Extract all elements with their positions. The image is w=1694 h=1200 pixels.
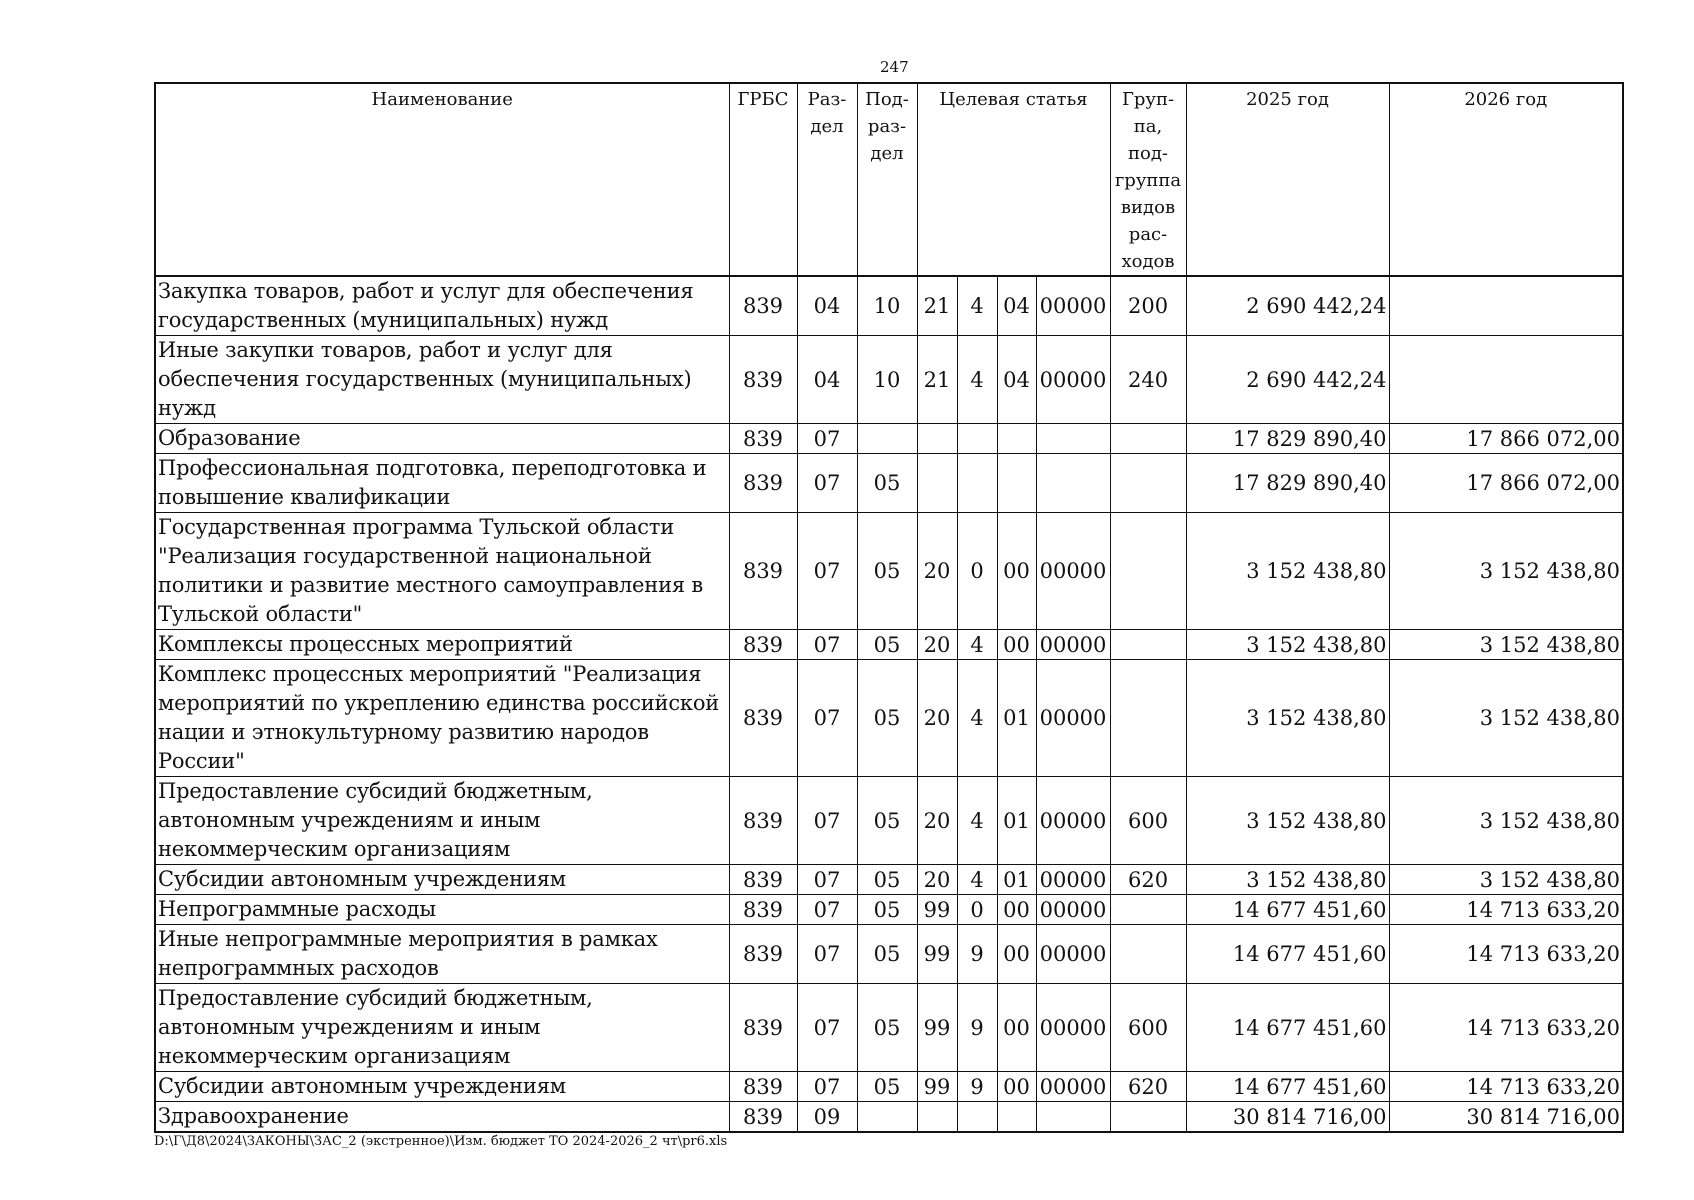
table-row [155,424,1623,454]
cell-target-type [957,424,997,454]
cell-podrazdel: 05 [857,660,917,777]
cell-podrazdel: 05 [857,984,917,1072]
cell-target-type: 4 [957,660,997,777]
cell-razdel: 07 [797,660,857,777]
cell-target-subprogram: 00 [997,1072,1036,1102]
cell-target-subprogram: 00 [997,513,1036,630]
cell-target-program: 20 [917,660,957,777]
cell-grbs: 839 [729,513,797,630]
cell-amount-2025: 14 677 451,60 [1186,1072,1389,1102]
cell-grbs: 839 [729,984,797,1072]
row-name: Комплекс процессных мероприятий "Реализация мероприятий по укреплению единства российской нации и этнокультурному развитию народов России" [155,660,729,777]
cell-grbs: 839 [729,925,797,984]
row-name: Здравоохранение [155,1102,729,1133]
footer-file-path: D:\Г\Д8\2024\ЗАКОНЫ\ЗАС_2 (экстренное)\Изм. бюджет ТО 2024-2026_2 чт\pr6.xls [154,1134,728,1149]
cell-podrazdel [857,1102,917,1133]
cell-amount-2025: 2 690 442,24 [1186,336,1389,424]
cell-amount-2025: 14 677 451,60 [1186,925,1389,984]
cell-razdel: 07 [797,984,857,1072]
table-row [155,777,1623,865]
row-name: Непрограммные расходы [155,895,729,925]
cell-razdel: 04 [797,276,857,336]
cell-amount-2026: 14 713 633,20 [1389,925,1623,984]
cell-podrazdel [857,424,917,454]
table-row [155,630,1623,660]
cell-razdel: 07 [797,777,857,865]
row-name: Предоставление субсидий бюджетным, автономным учреждениям и иным некоммерческим организациям [155,777,729,865]
cell-target-subprogram: 00 [997,895,1036,925]
cell-target-subprogram: 04 [997,336,1036,424]
cell-target-direction: 00000 [1036,1072,1110,1102]
cell-target-type: 4 [957,777,997,865]
cell-target-type: 0 [957,895,997,925]
cell-target-direction: 00000 [1036,925,1110,984]
cell-amount-2025: 14 677 451,60 [1186,984,1389,1072]
row-name: Профессиональная подготовка, переподготовка и повышение квалификации [155,454,729,513]
cell-amount-2026: 14 713 633,20 [1389,895,1623,925]
cell-target-subprogram [997,454,1036,513]
cell-grbs: 839 [729,895,797,925]
cell-target-program: 99 [917,984,957,1072]
header-expense-group: Груп- па, под- группа видов рас- ходов [1110,83,1186,276]
cell-amount-2026: 3 152 438,80 [1389,777,1623,865]
table-row [155,865,1623,895]
cell-grbs: 839 [729,276,797,336]
cell-target-type: 9 [957,925,997,984]
cell-target-subprogram: 01 [997,865,1036,895]
table-row [155,454,1623,513]
cell-grbs: 839 [729,424,797,454]
cell-grbs: 839 [729,336,797,424]
cell-target-program [917,454,957,513]
cell-expense-group [1110,925,1186,984]
cell-grbs: 839 [729,630,797,660]
cell-razdel: 07 [797,513,857,630]
table-row [155,925,1623,984]
cell-target-type [957,454,997,513]
table-row [155,336,1623,424]
header-name: Наименование [155,83,729,276]
cell-amount-2025: 14 677 451,60 [1186,895,1389,925]
cell-target-subprogram: 00 [997,630,1036,660]
page-number: 247 [880,58,909,76]
cell-grbs: 839 [729,1072,797,1102]
cell-amount-2026: 17 866 072,00 [1389,424,1623,454]
cell-podrazdel: 05 [857,865,917,895]
cell-expense-group: 200 [1110,276,1186,336]
cell-target-program: 20 [917,513,957,630]
cell-amount-2025: 3 152 438,80 [1186,865,1389,895]
cell-amount-2026: 14 713 633,20 [1389,984,1623,1072]
table-row [155,660,1623,777]
cell-expense-group [1110,660,1186,777]
row-name: Предоставление субсидий бюджетным, автономным учреждениям и иным некоммерческим организациям [155,984,729,1072]
cell-amount-2025: 2 690 442,24 [1186,276,1389,336]
cell-razdel: 07 [797,454,857,513]
cell-amount-2025: 17 829 890,40 [1186,454,1389,513]
cell-grbs: 839 [729,660,797,777]
cell-target-type: 9 [957,1072,997,1102]
cell-amount-2025: 3 152 438,80 [1186,513,1389,630]
cell-expense-group [1110,630,1186,660]
cell-target-type: 9 [957,984,997,1072]
cell-razdel: 07 [797,895,857,925]
cell-target-type [957,1102,997,1133]
cell-grbs: 839 [729,865,797,895]
cell-podrazdel: 10 [857,276,917,336]
cell-target-direction [1036,454,1110,513]
budget-table [154,82,1624,1133]
cell-grbs: 839 [729,1102,797,1133]
header-2026: 2026 год [1389,83,1623,276]
cell-target-type: 4 [957,630,997,660]
cell-target-direction: 00000 [1036,660,1110,777]
cell-target-program [917,1102,957,1133]
cell-target-program: 21 [917,336,957,424]
cell-expense-group: 240 [1110,336,1186,424]
cell-amount-2026 [1389,276,1623,336]
cell-amount-2026: 3 152 438,80 [1389,865,1623,895]
cell-expense-group [1110,513,1186,630]
cell-target-direction: 00000 [1036,895,1110,925]
cell-target-type: 0 [957,513,997,630]
cell-amount-2025: 3 152 438,80 [1186,630,1389,660]
cell-target-direction: 00000 [1036,984,1110,1072]
cell-expense-group: 620 [1110,865,1186,895]
cell-amount-2026: 30 814 716,00 [1389,1102,1623,1133]
table-row [155,513,1623,630]
table-row [155,984,1623,1072]
cell-expense-group [1110,424,1186,454]
cell-target-type: 4 [957,865,997,895]
cell-razdel: 07 [797,424,857,454]
cell-amount-2025: 17 829 890,40 [1186,424,1389,454]
cell-target-subprogram: 00 [997,984,1036,1072]
row-name: Закупка товаров, работ и услуг для обеспечения государственных (муниципальных) нужд [155,276,729,336]
table-row [155,1102,1623,1133]
cell-razdel: 07 [797,630,857,660]
cell-target-program: 99 [917,895,957,925]
row-name: Иные закупки товаров, работ и услуг для обеспечения государственных (муниципальных) нужд [155,336,729,424]
cell-target-direction: 00000 [1036,513,1110,630]
cell-amount-2026: 3 152 438,80 [1389,513,1623,630]
cell-grbs: 839 [729,777,797,865]
cell-razdel: 09 [797,1102,857,1133]
cell-amount-2026: 14 713 633,20 [1389,1072,1623,1102]
cell-target-subprogram: 01 [997,777,1036,865]
row-name: Государственная программа Тульской области "Реализация государственной национальной политики и развитие местного самоуправления в Тульской области" [155,513,729,630]
row-name: Образование [155,424,729,454]
cell-target-subprogram: 00 [997,925,1036,984]
cell-amount-2026 [1389,336,1623,424]
header-grbs: ГРБС [729,83,797,276]
row-name: Субсидии автономным учреждениям [155,865,729,895]
cell-amount-2025: 30 814 716,00 [1186,1102,1389,1133]
header-razdel: Раз- дел [797,83,857,276]
cell-razdel: 07 [797,865,857,895]
cell-target-program: 99 [917,1072,957,1102]
cell-target-subprogram [997,1102,1036,1133]
cell-target-direction: 00000 [1036,336,1110,424]
cell-podrazdel: 05 [857,777,917,865]
cell-razdel: 07 [797,925,857,984]
cell-podrazdel: 05 [857,454,917,513]
cell-target-direction [1036,424,1110,454]
cell-target-program [917,424,957,454]
row-name: Комплексы процессных мероприятий [155,630,729,660]
cell-expense-group [1110,895,1186,925]
header-target: Целевая статья [917,83,1110,276]
cell-amount-2026: 17 866 072,00 [1389,454,1623,513]
cell-target-subprogram: 01 [997,660,1036,777]
cell-amount-2025: 3 152 438,80 [1186,660,1389,777]
cell-podrazdel: 05 [857,1072,917,1102]
cell-amount-2025: 3 152 438,80 [1186,777,1389,865]
cell-amount-2026: 3 152 438,80 [1389,630,1623,660]
cell-target-program: 21 [917,276,957,336]
cell-target-type: 4 [957,336,997,424]
cell-amount-2026: 3 152 438,80 [1389,660,1623,777]
cell-razdel: 07 [797,1072,857,1102]
cell-target-program: 20 [917,630,957,660]
cell-expense-group [1110,1102,1186,1133]
cell-expense-group: 600 [1110,777,1186,865]
cell-target-direction: 00000 [1036,630,1110,660]
cell-target-subprogram [997,424,1036,454]
table-row [155,276,1623,336]
cell-target-direction: 00000 [1036,865,1110,895]
cell-target-type: 4 [957,276,997,336]
table-row [155,895,1623,925]
cell-podrazdel: 05 [857,895,917,925]
cell-expense-group: 620 [1110,1072,1186,1102]
cell-target-direction: 00000 [1036,777,1110,865]
cell-expense-group: 600 [1110,984,1186,1072]
cell-target-subprogram: 04 [997,276,1036,336]
cell-target-program: 20 [917,777,957,865]
header-2025: 2025 год [1186,83,1389,276]
cell-target-direction [1036,1102,1110,1133]
cell-target-program: 99 [917,925,957,984]
table-header-row [155,83,1623,276]
cell-podrazdel: 05 [857,513,917,630]
cell-target-program: 20 [917,865,957,895]
cell-podrazdel: 05 [857,630,917,660]
cell-razdel: 04 [797,336,857,424]
header-podrazdel: Под- раз- дел [857,83,917,276]
row-name: Иные непрограммные мероприятия в рамках непрограммных расходов [155,925,729,984]
cell-grbs: 839 [729,454,797,513]
cell-podrazdel: 10 [857,336,917,424]
cell-podrazdel: 05 [857,925,917,984]
table-row [155,1072,1623,1102]
cell-expense-group [1110,454,1186,513]
cell-target-direction: 00000 [1036,276,1110,336]
row-name: Субсидии автономным учреждениям [155,1072,729,1102]
